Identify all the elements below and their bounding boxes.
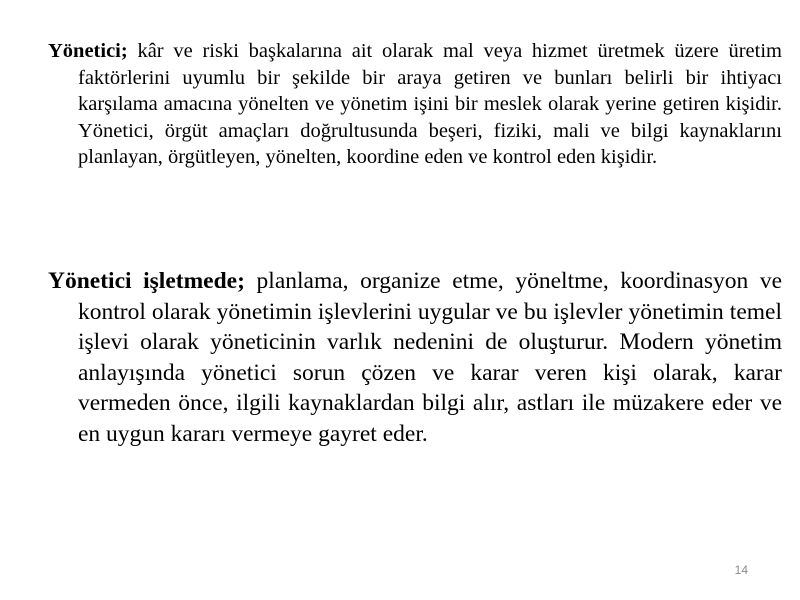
paragraph-lead: Yönetici; xyxy=(48,40,128,62)
paragraph-text: planlama, organize etme, yöneltme, koordinasyon ve kontrol olarak yönetimin işlevlerini uygular ve bu işlevler yönetimin temel işlevi olarak yöneticinin varlık nedenini de oluşturur. Modern yönetim anlayışında yönetici sorun çözen ve karar veren kişi olarak, karar vermeden önce, ilgili kaynaklardan bilgi alır, astları ile müzakere eder ve en uygun kararı vermeye gayret eder. xyxy=(78,268,783,447)
paragraph-manager-in-business xyxy=(48,266,782,450)
page-number: 14 xyxy=(734,563,748,577)
paragraph-text: kâr ve riski başkalarına ait olarak mal veya hizmet üretmek üzere üretim faktörlerini uyumlu bir şekilde bir araya getiren ve bunları belirli bir ihtiyacı karşılama amacına yönelten ve yönetim işini bir meslek olarak yerine getiren kişidir. Yönetici, örgüt amaçları doğrultusunda beşeri, fiziki, mali ve bilgi kaynaklarını planlayan, örgütleyen, yönelten, koordine eden ve kontrol eden kişidir. xyxy=(78,40,782,169)
paragraph-manager-definition xyxy=(48,38,782,171)
paragraph-lead: Yönetici işletmede; xyxy=(48,268,245,294)
